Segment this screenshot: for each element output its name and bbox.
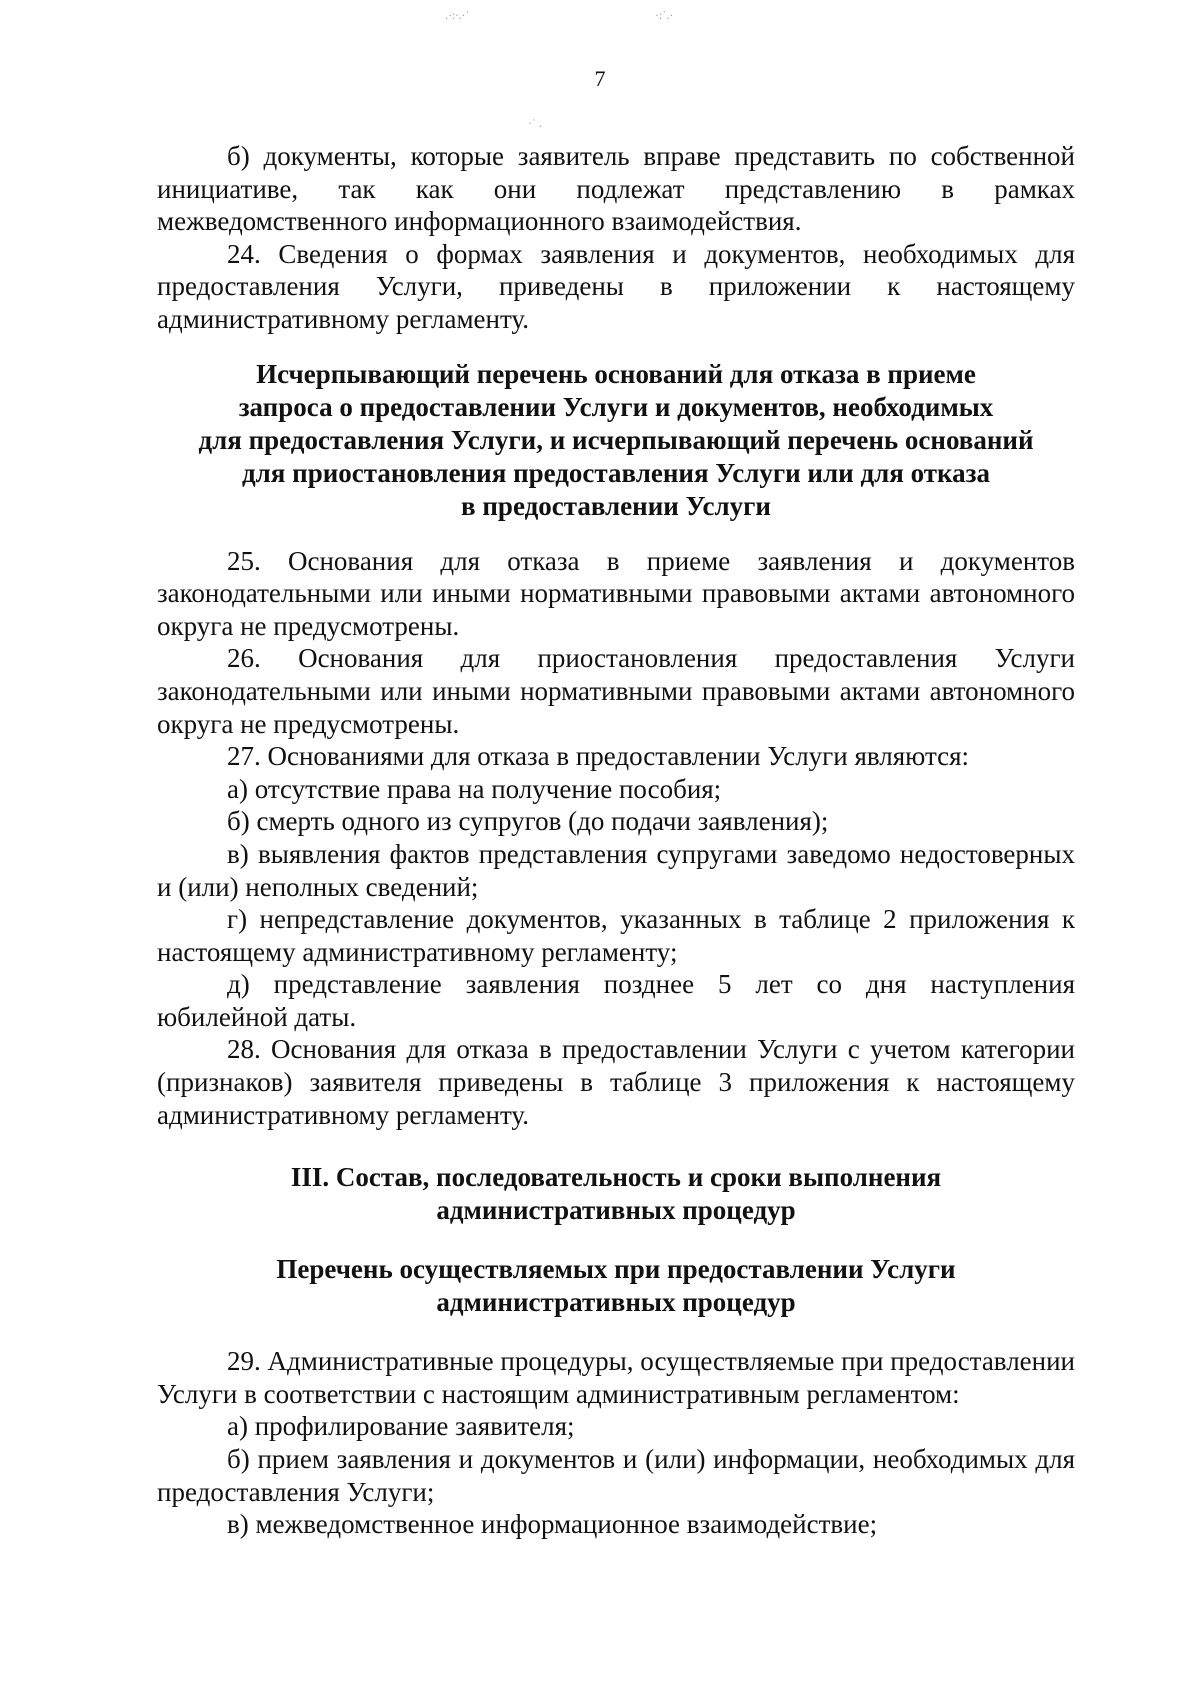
paragraph: б) документы, которые заявитель вправе представить по собственной инициативе, так как они подлежат представлению в рамках межведомственного информационного взаимодействия. — [157, 141, 1075, 237]
scan-speck: .·:∙.·˙ — [445, 8, 470, 22]
chapter-heading — [157, 1161, 1075, 1227]
heading-line: Исчерпывающий перечень оснований для отказа в приеме — [256, 358, 976, 389]
paragraph: 25. Основания для отказа в приеме заявления и документов законодательными или иными нормативными правовыми актами автономного округа не предусмотрены. — [157, 545, 1075, 641]
paragraph: 26. Основания для приостановления предоставления Услуги законодательными или иными нормативными правовыми актами автономного округа не предусмотрены. — [157, 643, 1075, 739]
paragraph: 29. Административные процедуры, осуществляемые при предоставлении Услуги в соответствии с настоящим административным регламентом: — [157, 1346, 1075, 1409]
heading-line: запроса о предоставлении Услуги и документов, необходимых — [238, 391, 994, 422]
list-item: а) отсутствие права на получение пособия; — [227, 773, 722, 804]
heading-line: в предоставлении Услуги — [461, 490, 771, 521]
list-item: в) выявления фактов представления супругами заведомо недостоверных и (или) неполных сведений; — [157, 838, 1075, 902]
page-number: 7 — [594, 66, 606, 91]
list-item: б) прием заявления и документов и (или) информации, необходимых для предоставления Услуги; — [157, 1444, 1075, 1507]
list-item: в) межведомственное информационное взаимодействие; — [227, 1509, 878, 1540]
heading-line: для приостановления предоставления Услуги или для отказа — [241, 457, 991, 488]
heading-line: административных процедур — [436, 1287, 796, 1318]
scan-speck: ·˙ . — [528, 116, 542, 130]
paragraph: 28. Основания для отказа в предоставлении Услуги с учетом категории (признаков) заявителя приведены в таблице 3 приложения к настоящему административному регламенту. — [157, 1034, 1075, 1130]
heading-line: Перечень осуществляемых при предоставлении Услуги — [276, 1254, 956, 1285]
section-heading — [157, 358, 1075, 523]
scan-speck: ·:˙.· — [655, 8, 674, 22]
section-heading — [157, 1253, 1075, 1319]
heading-line: административных процедур — [436, 1195, 796, 1226]
list-item: г) непредставление документов, указанных в таблице 2 приложения к настоящему административному регламенту; — [157, 904, 1075, 967]
list-item: а) профилирование заявителя; — [227, 1411, 575, 1442]
heading-line: для предоставления Услуги, и исчерпывающий перечень оснований — [198, 424, 1034, 455]
heading-line: III. Состав, последовательность и сроки выполнения — [290, 1162, 942, 1193]
paragraph: 27. Основаниями для отказа в предоставлении Услуги являются: — [227, 741, 970, 772]
document-body — [157, 140, 1075, 1541]
paragraph: 24. Сведения о формах заявления и документов, необходимых для предоставления Услуги, приведены в приложении к настоящему административному регламенту. — [157, 238, 1075, 334]
list-item: б) смерть одного из супругов (до подачи заявления); — [227, 806, 829, 837]
list-item: д) представление заявления позднее 5 лет со дня наступления юбилейной даты. — [157, 969, 1075, 1032]
